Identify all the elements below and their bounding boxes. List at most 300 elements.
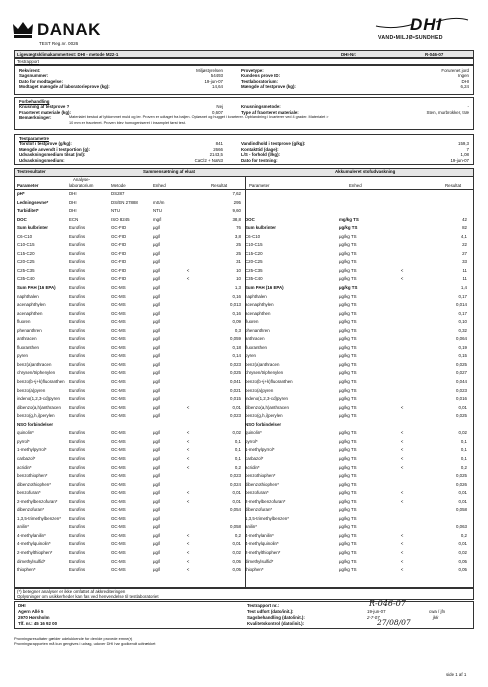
cell-unit-2: µg/kg TS: [339, 293, 357, 299]
cell-parameter: DOC: [17, 216, 27, 222]
cell-result-2: 0,19: [458, 344, 467, 350]
cell-unit: µg/l: [153, 336, 161, 342]
param-value-2: 1,08: [460, 152, 469, 158]
cell-lab: Eurofins: [69, 302, 86, 308]
cell-method: GC-MS: [111, 396, 126, 402]
cell-result-2: 0,01: [458, 541, 467, 547]
cell-unit-2: µg/kg TS: [339, 285, 358, 291]
cell-qualifier-2: [397, 515, 407, 524]
cell-method: GC-MS: [111, 464, 126, 470]
cell-unit-2: µg/kg TS: [339, 438, 357, 444]
disclaimer-line-1: Provningsresultater gælder udelukkende for den/de provede emne(r): [14, 636, 133, 641]
cell-parameter-2: acridin*: [245, 464, 260, 470]
cell-parameter: anthracen: [17, 336, 37, 342]
cell-lab: Eurofins: [69, 319, 86, 325]
cell-result-2: 0,2: [460, 532, 467, 538]
cell-unit-2: µg/kg TS: [339, 549, 357, 555]
cell-lab: Eurofins: [69, 515, 86, 521]
param-label-2: Vandindhold i testprove (g/kg):: [241, 141, 306, 147]
cell-lab: Eurofins: [69, 541, 86, 547]
cell-result: 0,3: [234, 327, 241, 333]
cell-qualifier: [183, 361, 193, 370]
cell-parameter: dibenzofuran*: [17, 507, 45, 513]
dhi-brand: DHI: [410, 15, 443, 34]
sample-value-2: Forurenet jord: [441, 68, 469, 73]
cell-result: 0,058: [230, 524, 241, 530]
cell-qualifier-2: <: [400, 532, 404, 538]
cell-unit-2: µg/kg TS: [339, 319, 357, 325]
table-row: [15, 318, 473, 327]
sample-label-2: Testlaboratorium:: [241, 78, 278, 84]
cell-result: 0,05: [232, 558, 241, 564]
cell-lab: [69, 421, 111, 430]
cell-result-2: 0,05: [458, 558, 467, 564]
cell-method: [111, 421, 153, 430]
cell-lab: Eurofins: [69, 490, 86, 496]
footer-test-label: Test udfort (dato/init.):: [247, 609, 294, 614]
cell-result-2: 0,17: [458, 310, 467, 316]
cell-unit: µg/l: [153, 276, 161, 282]
cell-qualifier-2: [397, 335, 407, 344]
cell-qualifier-2: [397, 216, 407, 225]
cell-unit-2: [339, 199, 397, 208]
cell-parameter-2: DOC: [245, 216, 255, 222]
param-value-2: 159,3: [458, 141, 469, 147]
cell-unit: µg/l: [153, 447, 161, 453]
cell-lab: Eurofins: [69, 285, 86, 291]
cell-qualifier: [183, 421, 193, 430]
sample-row: [19, 84, 469, 89]
cell-method: GC-MS: [111, 473, 126, 479]
footer-test-init: cwa / jfn: [429, 609, 446, 614]
cell-parameter: chrysen/triphenylen: [17, 370, 56, 376]
cell-parameter-2: indeno(1,2,3-cd)pyren: [245, 396, 288, 402]
cell-lab: Eurofins: [69, 336, 86, 342]
cell-unit-2: µg/kg TS: [339, 413, 357, 419]
test-parameters-title: Testparametre: [19, 136, 49, 141]
cell-qualifier-2: [397, 293, 407, 302]
cell-unit: µg/l: [153, 438, 161, 444]
cell-result: 10: [236, 267, 241, 273]
table-row: [15, 523, 473, 532]
cell-parameter-2: naphthalen: [245, 293, 267, 299]
cell-result-2: 0,064: [456, 336, 467, 342]
cell-lab: Eurofins: [69, 361, 86, 367]
table-row: [15, 515, 473, 524]
cell-lab: Eurofins: [69, 567, 86, 573]
param-value-2: 19-jun-07: [450, 157, 469, 163]
cell-method: GC-MS: [111, 532, 126, 538]
cell-unit: µg/l: [153, 250, 161, 256]
cell-qualifier: <: [186, 404, 190, 410]
cell-parameter-2: fluoranthen: [245, 344, 267, 350]
cell-result-2: 0,02: [458, 549, 467, 555]
cell-parameter-2: 2-methylbenzofuran*: [245, 498, 286, 504]
cell-result-2: 42: [462, 216, 467, 222]
cell-qualifier: [183, 344, 193, 353]
table-row: [15, 327, 473, 336]
col-resultat: Resultat: [211, 183, 228, 188]
cell-qualifier: [183, 216, 193, 225]
sample-value: 54493: [210, 73, 223, 79]
report-title: Ligevægtsklimakammertest: DHI - metode M22-1: [17, 52, 119, 57]
pre-label-2: Knusningsmetode:: [241, 104, 281, 110]
cell-qualifier-2: [397, 190, 407, 199]
table-row: [15, 241, 473, 250]
cell-parameter-2: dibenzofuran*: [245, 507, 273, 513]
cell-unit-2: [339, 421, 397, 430]
cell-result: [193, 421, 241, 430]
cell-parameter-2: 1-methylpyrrol*: [245, 447, 275, 453]
cell-unit-2: µg/kg TS: [339, 541, 357, 547]
cell-parameter-2: quinolin*: [245, 430, 262, 436]
cell-result-2: 0,32: [458, 327, 467, 333]
cell-qualifier-2: <: [400, 438, 404, 444]
cell-parameter-2: phenanthren: [245, 327, 270, 333]
cell-lab: Eurofins: [69, 379, 86, 385]
cell-method: GC-MS: [111, 310, 126, 316]
cell-result-2: 82: [462, 225, 467, 231]
note-line-1: (*) betegner analyser er ikke omfattet af akkrediteringen: [17, 589, 126, 594]
cell-result: 0,1: [234, 438, 241, 444]
col-metode: Metode: [111, 183, 126, 188]
cell-result: 0,02: [232, 549, 241, 555]
cell-parameter-2: 4-methylquinolin*: [245, 541, 279, 547]
cell-parameter-2: [241, 190, 339, 199]
cell-result: 0,01: [232, 404, 241, 410]
cell-result: 0,024: [230, 481, 241, 487]
cell-result: 0,023: [230, 413, 241, 419]
cell-qualifier-2: [397, 310, 407, 319]
cell-qualifier: [183, 395, 193, 404]
cell-result: 25: [236, 242, 241, 248]
cell-result-2: 0,025: [456, 361, 467, 367]
cell-parameter-2: benzofuran*: [245, 490, 269, 496]
cell-unit: mS/m: [153, 199, 165, 205]
cell-unit-2: µg/kg TS: [339, 250, 357, 256]
results-table: [14, 168, 474, 588]
param-value: CaCl2 + NaN3: [194, 157, 223, 163]
report-subtitle: Testrapport: [17, 59, 39, 64]
cell-result-2: 0,17: [458, 293, 467, 299]
cell-method: GC-FID: [111, 267, 127, 273]
cell-result: 0,2: [234, 532, 241, 538]
pretreatment-title: Forbehandling: [19, 99, 50, 104]
cell-result: 0,025: [230, 370, 241, 376]
cell-lab: Eurofins: [69, 293, 86, 299]
cell-parameter: benzo(b+j+k)fluoranthen: [17, 379, 65, 385]
results-body: [15, 190, 473, 575]
cell-qualifier-2: [397, 481, 407, 490]
cell-method: GC-MS: [111, 567, 126, 573]
cell-result-2: 0,023: [456, 387, 467, 393]
cell-result-2: 0,15: [458, 353, 467, 359]
cell-qualifier-2: <: [400, 404, 404, 410]
cell-result: 0,05: [232, 567, 241, 573]
cell-parameter: fluoranthen: [17, 344, 39, 350]
cell-result: 0,041: [230, 379, 241, 385]
cell-unit: [153, 421, 183, 430]
cell-lab: Eurofins: [69, 507, 86, 513]
cell-qualifier: [183, 301, 193, 310]
cell-unit: mg/l: [153, 216, 162, 222]
cell-qualifier: <: [186, 567, 190, 573]
cell-parameter-2: fluoren: [245, 319, 259, 325]
danak-brand: DANAK: [37, 20, 101, 39]
cell-method: GC-MS: [111, 541, 126, 547]
cell-unit: µg/l: [153, 285, 161, 291]
cell-parameter-2: 2-methylthiophen*: [245, 549, 281, 555]
param-value: 2143,5: [209, 152, 223, 158]
cell-parameter-2: acenaphthen: [245, 310, 271, 316]
cell-result-2: [407, 207, 467, 216]
cell-qualifier-2: [397, 224, 407, 233]
cell-method: GC-MS: [111, 438, 126, 444]
cell-method: GC-FID: [111, 276, 127, 282]
param-value: 841: [215, 141, 223, 147]
cell-result: 7,62: [232, 191, 241, 196]
cell-qualifier-2: <: [400, 541, 404, 547]
cell-qualifier-2: [397, 207, 407, 216]
col-laboratorium: laboratorium: [69, 183, 94, 188]
footer-org: DHI: [18, 603, 26, 608]
cell-parameter: C15-C20: [17, 250, 35, 256]
cell-method: GC-MS: [111, 524, 126, 530]
cell-result: 0,02: [232, 430, 241, 436]
col-resultat-2: Resultat: [445, 183, 462, 188]
cell-result-2: 0,02: [458, 430, 467, 436]
cell-qualifier: [183, 472, 193, 481]
table-row: [15, 412, 473, 421]
param-label: Udvaskningsmedium tilsat (ml):: [19, 152, 86, 158]
table-row: [15, 446, 473, 455]
cell-qualifier-2: [397, 258, 407, 267]
footer-report-label: Testrapport nr.:: [247, 603, 280, 608]
footer-review-date: 2-7-07: [367, 615, 380, 620]
cell-result-2: 0,044: [456, 379, 467, 385]
cell-unit: µg/l: [153, 353, 161, 359]
cell-result: 10: [236, 276, 241, 282]
cell-unit: µg/l: [153, 293, 161, 299]
cell-lab: Eurofins: [69, 524, 86, 530]
cell-parameter-2: benzo(b+j+k)fluoranthen: [245, 379, 293, 385]
cell-result-2: 0,01: [458, 404, 467, 410]
cell-lab: ECN: [69, 216, 79, 222]
cell-parameter: quinolin*: [17, 430, 34, 436]
cell-result-2: 0,1: [460, 455, 467, 461]
table-row: [15, 464, 473, 473]
cell-lab: Eurofins: [69, 404, 86, 410]
cell-qualifier: [183, 258, 193, 267]
cell-parameter-2: [241, 199, 339, 208]
table-row: [15, 284, 473, 293]
cell-qualifier-2: <: [400, 567, 404, 573]
cell-unit: µg/l: [153, 379, 161, 385]
cell-parameter-2: Sum kulbrinter: [245, 225, 276, 231]
cell-unit: µg/l: [153, 319, 161, 325]
cell-parameter: pyrrol*: [17, 438, 30, 444]
report-title-bar: [14, 50, 474, 58]
cell-result: 0,054: [230, 507, 241, 513]
cell-unit-2: µg/kg TS: [339, 310, 357, 316]
cell-unit-2: µg/kg TS: [339, 327, 357, 333]
cell-method: GC-FID: [111, 259, 127, 265]
cell-unit-2: µg/kg TS: [339, 387, 357, 393]
cell-unit: µg/l: [153, 370, 161, 376]
cell-parameter: benzo(a)pyren: [17, 387, 46, 393]
cell-lab: Eurofins: [69, 549, 86, 555]
cell-parameter: Turbiditet*: [17, 208, 39, 214]
footer-review-label: Sagsbehandling (dato/init.):: [247, 615, 305, 620]
cell-parameter: indeno(1,2,3-cd)pyren: [17, 396, 60, 402]
cell-parameter: acenaphthen: [17, 310, 43, 316]
cell-parameter-2: chrysen/triphenylen: [245, 370, 284, 376]
cell-qualifier: [183, 250, 193, 259]
disclaimer-line-2: Provningsrapporten må kun gengives i udrag, udover DHI har godkendt udtrækket: [14, 641, 156, 647]
table-row: [15, 275, 473, 284]
cell-unit-2: µg/kg TS: [339, 259, 357, 265]
cell-lab: Eurofins: [69, 387, 86, 393]
cell-result-2: 22: [462, 242, 467, 248]
cell-method: GC-MS: [111, 447, 126, 453]
cell-qualifier: [183, 233, 193, 242]
cell-unit-2: µg/kg TS: [339, 404, 357, 410]
cell-unit: µg/l: [153, 225, 161, 231]
cell-method: ISO 8245: [111, 216, 130, 222]
cell-result: 76: [236, 225, 241, 231]
cell-method: GC-MS: [111, 285, 126, 291]
cell-qualifier-2: [397, 361, 407, 370]
cell-parameter-2: dibenzothiophen*: [245, 481, 279, 487]
cell-unit: µg/l: [153, 524, 161, 530]
cell-result: 0,09: [232, 319, 241, 325]
cell-method: GC-MS: [111, 430, 126, 436]
cell-unit: µg/l: [153, 387, 161, 393]
cell-parameter-2: C20-C25: [245, 259, 263, 265]
table-row: [15, 224, 473, 233]
cell-method: GC-FID: [111, 242, 127, 248]
cell-result-2: [407, 199, 467, 208]
cell-parameter-2: benzothiophen*: [245, 473, 276, 479]
cell-result-2: 0,1: [460, 438, 467, 444]
cell-unit: [153, 190, 183, 199]
cell-method: GC-MS: [111, 558, 126, 564]
cell-lab: Eurofins: [69, 473, 86, 479]
table-row: [15, 369, 473, 378]
cell-parameter-2: benz(a)anthracen: [245, 361, 280, 367]
remarks-line-1: Materialet bestod af lyfdommet muld og ler. Proven er udtaget fra baljen. Opløsnet og hugget i kvarterer. Opblandning i kvarterer ved 4 grader. Materialet >: [69, 115, 329, 120]
cell-lab: DHI: [69, 208, 77, 214]
cell-qualifier-2: [397, 472, 407, 481]
sample-label: Rekvirent:: [19, 68, 41, 73]
cell-qualifier: <: [186, 558, 190, 564]
dhi-logo: [374, 12, 470, 44]
cell-parameter: acridin*: [17, 464, 32, 470]
pre-value-2: -: [467, 104, 469, 110]
cell-parameter-2: 4-methylanilin*: [245, 532, 274, 538]
cell-qualifier: [183, 378, 193, 387]
sample-label: Dato for modtagelse:: [19, 78, 63, 84]
cell-result: 0,023: [230, 473, 241, 479]
group-testresultater: Testresultater: [17, 169, 46, 174]
cell-method: GC-MS: [111, 353, 126, 359]
note-line-2: Oplysninger om usikkerheder kan fas ved henvendelse til testlaboratoriet: [17, 593, 159, 599]
cell-qualifier-2: <: [400, 430, 404, 436]
group-akkumuleret: Akkumuleret stofudvaskning: [335, 169, 396, 174]
cell-qualifier-2: [397, 378, 407, 387]
col-parameter-2: Parameter: [249, 183, 270, 188]
cell-unit-2: µg/kg TS: [339, 464, 357, 470]
cell-result-2: 0,014: [456, 302, 467, 308]
cell-lab: Eurofins: [69, 498, 86, 504]
cell-parameter-2: C25-C35: [245, 267, 263, 273]
table-row: [15, 344, 473, 353]
cell-unit: µg/l: [153, 267, 161, 273]
cell-unit: µg/l: [153, 464, 161, 470]
cell-parameter: pyren: [17, 353, 28, 359]
cell-qualifier-2: [397, 506, 407, 515]
cell-parameter: C6-C10: [17, 233, 33, 239]
cell-unit-2: µg/kg TS: [339, 242, 357, 248]
cell-lab: Eurofins: [69, 455, 86, 461]
sample-value-2: Ingen: [458, 73, 469, 79]
cell-unit: µg/l: [153, 558, 161, 564]
cell-lab: Eurofins: [69, 225, 86, 231]
pre-value-2: Sten, murbrokker, træ: [426, 109, 469, 115]
cell-result: 0,01: [232, 541, 241, 547]
cell-lab: Eurofins: [69, 447, 86, 453]
table-row: [15, 438, 473, 447]
cell-parameter: NSO forbindelser: [17, 421, 54, 427]
remarks-label: Bemærkninger:: [19, 115, 52, 121]
table-row: [15, 335, 473, 344]
cell-parameter-2: carbazol*: [245, 455, 264, 461]
table-row: [15, 421, 473, 430]
cell-parameter: 1,3,5-trimethylbenzen*: [17, 515, 61, 521]
pre-label: Fraorteret materiale (kg):: [19, 109, 71, 115]
cell-unit: µg/l: [153, 541, 161, 547]
cell-unit: µg/l: [153, 532, 161, 538]
cell-unit: µg/l: [153, 259, 161, 265]
cell-qualifier: <: [186, 532, 190, 538]
cell-qualifier-2: <: [400, 464, 404, 470]
pre-label-2: Type af fraorteret materiale:: [241, 109, 299, 115]
cell-qualifier-2: [397, 352, 407, 361]
cell-result-2: 1,4: [460, 285, 467, 291]
cell-method: GC-MS: [111, 455, 126, 461]
cell-result: 0,16: [232, 293, 241, 299]
cell-qualifier-2: [397, 369, 407, 378]
test-parameters: [14, 134, 474, 165]
cell-qualifier: <: [186, 455, 190, 461]
cell-unit-2: µg/kg TS: [339, 225, 358, 231]
cell-parameter-2: benzo(a)pyren: [245, 387, 274, 393]
cell-result: [193, 515, 241, 524]
cell-qualifier: [183, 241, 193, 250]
cell-qualifier: <: [186, 549, 190, 555]
cell-qualifier-2: [397, 412, 407, 421]
col-enhed: Enhed: [153, 183, 166, 188]
cell-qualifier-2: <: [400, 267, 404, 273]
cell-parameter: 4-methylquinolin*: [17, 541, 51, 547]
cell-qualifier-2: <: [400, 447, 404, 453]
cell-result-2: 33: [462, 259, 467, 265]
cell-unit: µg/l: [153, 498, 161, 504]
cell-method: GC-MS: [111, 327, 126, 333]
cell-qualifier-2: [397, 387, 407, 396]
cell-qualifier-2: [397, 199, 407, 208]
table-row: [15, 481, 473, 490]
